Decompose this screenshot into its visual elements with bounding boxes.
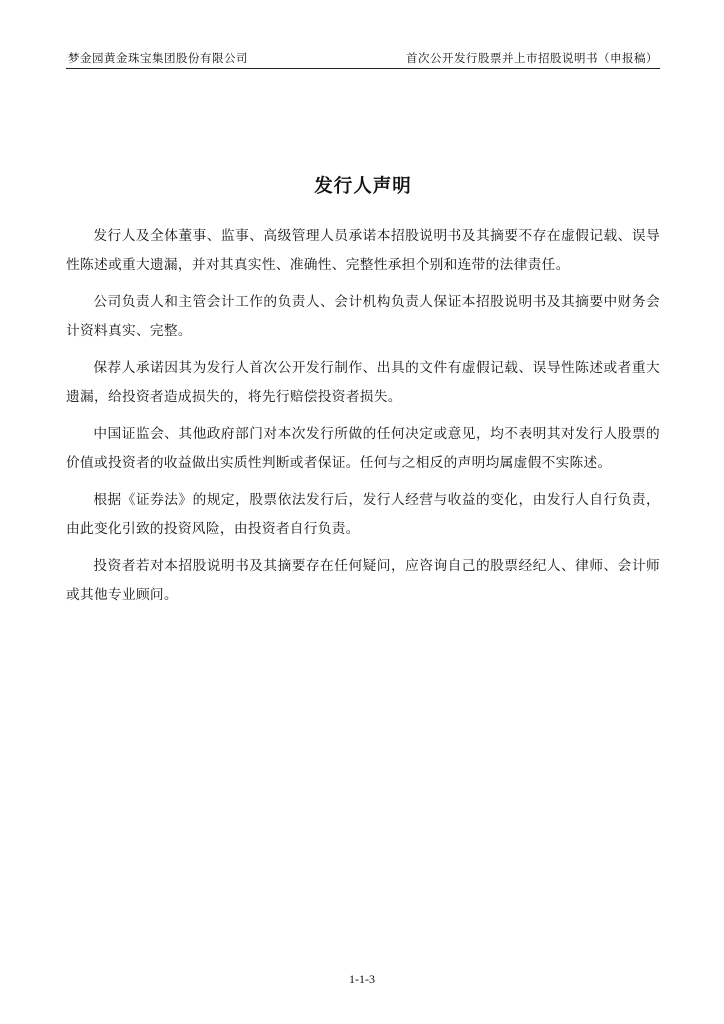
paragraph: 根据《证券法》的规定，股票依法发行后，发行人经营与收益的变化，由发行人自行负责，由此变化引致的投资风险，由投资者自行负责。 — [66, 492, 660, 537]
page-number: 1-1-3 — [349, 972, 375, 986]
page-header — [66, 48, 660, 69]
paragraph: 公司负责人和主管会计工作的负责人、会计机构负责人保证本招股说明书及其摘要中财务会计资料真实、完整。 — [66, 294, 660, 339]
header-company-name: 梦金园黄金珠宝集团股份有限公司 — [68, 51, 248, 65]
paragraph: 发行人及全体董事、监事、高级管理人员承诺本招股说明书及其摘要不存在虚假记载、误导性陈述或重大遗漏，并对其真实性、准确性、完整性承担个别和连带的法律责任。 — [66, 228, 660, 273]
paragraph: 中国证监会、其他政府部门对本次发行所做的任何决定或意见，均不表明其对发行人股票的价值或投资者的收益做出实质性判断或者保证。任何与之相反的声明均属虚假不实陈述。 — [66, 426, 660, 471]
header-document-title: 首次公开发行股票并上市招股说明书（申报稿） — [406, 51, 658, 65]
paragraph: 投资者若对本招股说明书及其摘要存在任何疑问，应咨询自己的股票经纪人、律师、会计师或其他专业顾问。 — [66, 558, 660, 603]
statement-body — [66, 222, 660, 618]
section-title: 发行人声明 — [314, 176, 412, 197]
paragraph: 保荐人承诺因其为发行人首次公开发行制作、出具的文件有虚假记载、误导性陈述或者重大遗漏，给投资者造成损失的，将先行赔偿投资者损失。 — [66, 360, 660, 405]
